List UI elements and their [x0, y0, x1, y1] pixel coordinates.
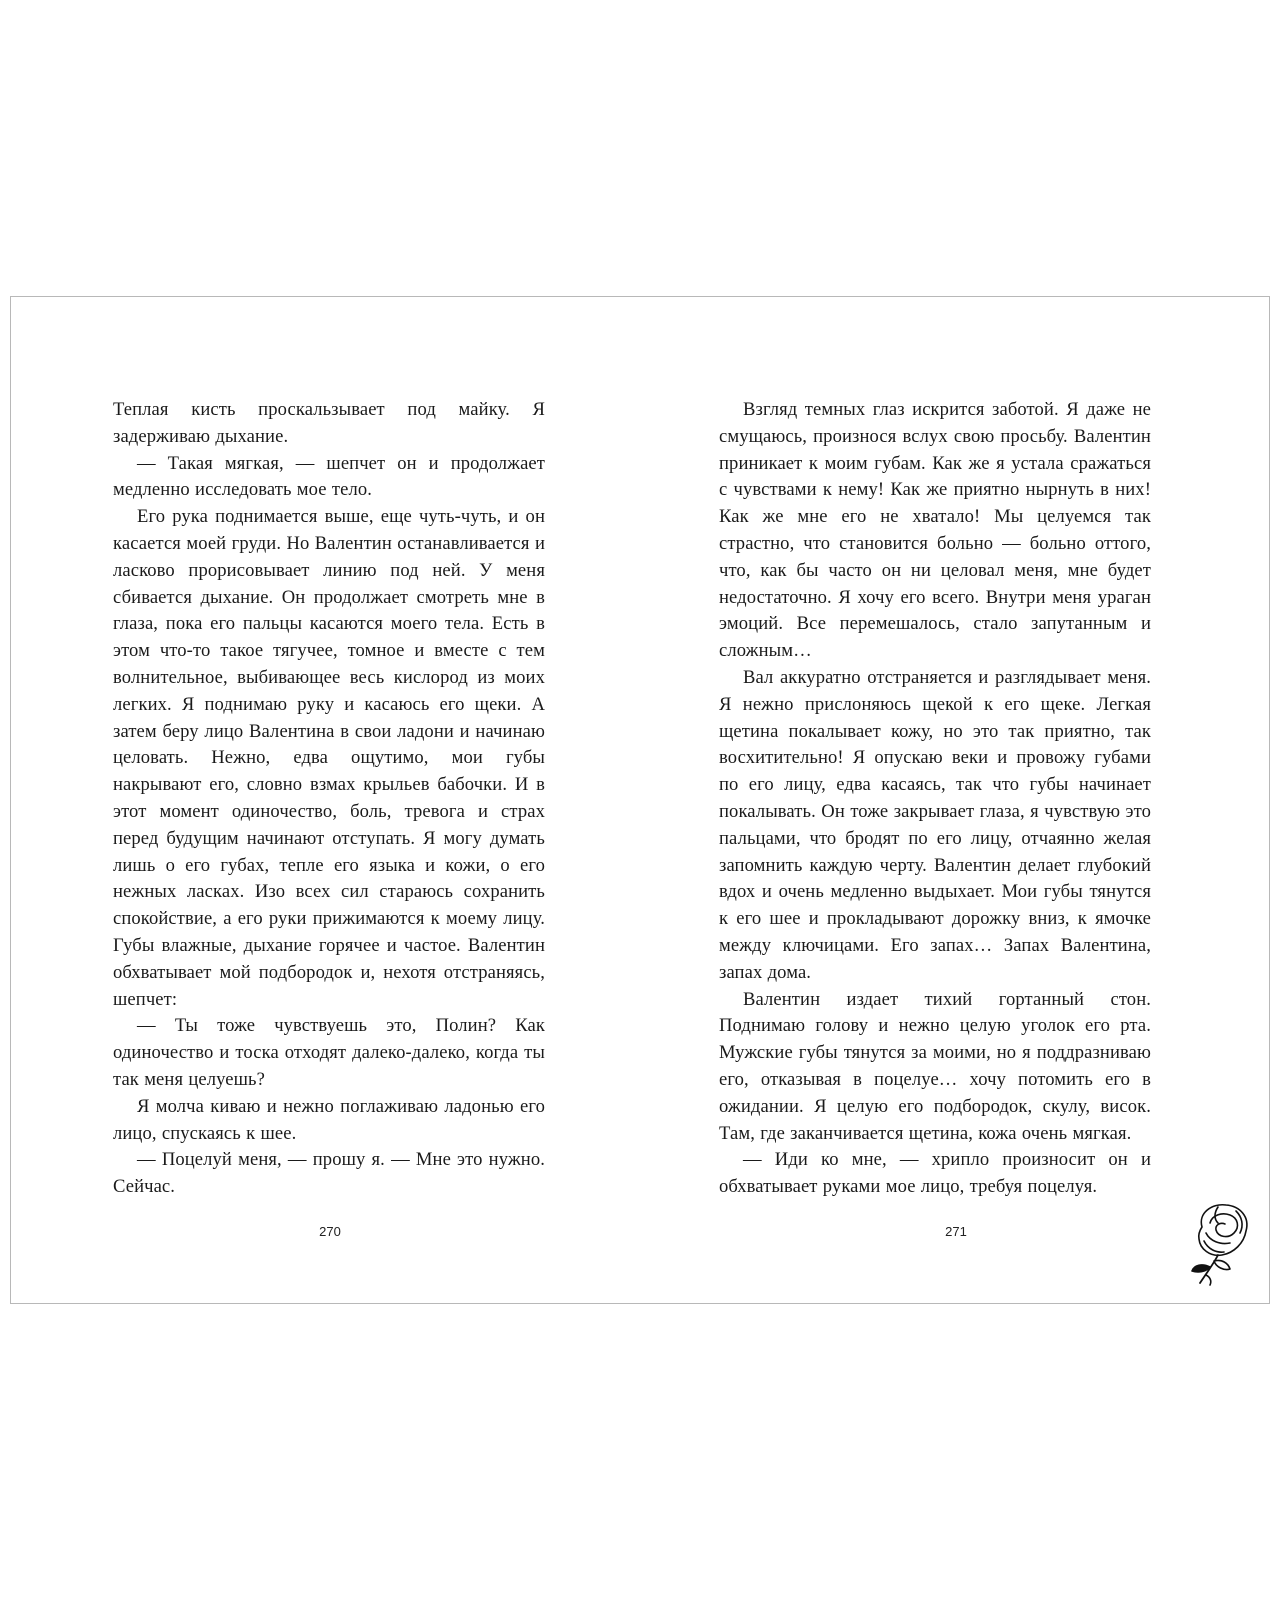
paragraph: Его рука поднимается выше, еще чуть-чуть, и он касается моей груди. Но Валентин останавливается и ласково прорисовывает линию под ней. У меня сбивается дыхание. Он продолжает смотреть мне в глаза, пока его пальцы касаются моего тела. Есть в этом что-то такое тягучее, томное и вместе с тем волнительное, выбивающее весь кислород из моих легких. Я поднимаю руку и касаюсь его щеки. А затем беру лицо Валентина в свои ладони и начинаю целовать. Нежно, едва ощутимо, мои губы накрывают его, словно взмах крыльев бабочки. И в этот момент одиночество, боль, тревога и страх перед будущим начинают отступать. Я могу думать лишь о его губах, тепле его языка и кожи, о его нежных ласках. Изо всех сил стараюсь сохранить спокойствие, а его руки прижимаются к моему лицу. Губы влажные, дыхание горячее и частое. Валентин обхватывает мой подбородок и, нехотя отстраняясь, шепчет:	[113, 506, 545, 1010]
paragraph: — Такая мягкая, — шепчет он и продолжает медленно исследовать мое тело.	[113, 452, 545, 501]
paragraph: Теплая кисть проскальзывает под майку. Я задерживаю дыхание.	[113, 399, 545, 447]
right-page-text	[719, 397, 1151, 1201]
paragraph: Вал аккуратно отстраняется и разглядывает меня. Я нежно прислоняюсь щекой к его щеке. Легкая щетина покалывает кожу, но это так приятно, так восхитительно! Я опускаю веки и провожу губами по его лицу, едва касаясь, так что губы начинает покалывать. Он тоже закрывает глаза, я чувствую это пальцами, что бродят по его лицу, отчаянно желая запомнить каждую черту. Валентин делает глубокий вдох и очень медленно выдыхает. Мои губы тянутся к его шее и прокладывают дорожку вниз, к ямочке между ключицами. Его запах… Запах Валентина, запах дома.	[719, 666, 1151, 983]
paragraph: Я молча киваю и нежно поглаживаю ладонью его лицо, спускаясь к шее.	[113, 1095, 545, 1144]
paragraph: Взгляд темных глаз искрится заботой. Я даже не смущаюсь, произнося вслух свою просьбу. Валентин приникает к моим губам. Как же я устала сражаться с чувствами к нему! Как же приятно нырнуть в них! Как же мне его не хватало! Мы целуемся так страстно, что становится больно — больно оттого, что, как бы часто он ни целовал меня, мне будет недостаточно. Я хочу его всего. Внутри меня ураган эмоций. Все перемешалось, стало запутанным и сложным…	[719, 399, 1151, 662]
rose-icon	[1188, 1197, 1258, 1289]
paragraph: — Ты тоже чувствуешь это, Полин? Как одиночество и тоска отходят далеко-далеко, когда ты так меня целуешь?	[113, 1015, 545, 1090]
left-page-text	[113, 397, 545, 1201]
book-spread	[10, 296, 1270, 1304]
page-number-left: 270	[319, 1224, 341, 1239]
paragraph: — Поцелуй меня, — прошу я. — Мне это нужно. Сейчас.	[113, 1149, 545, 1198]
paragraph: — Иди ко мне, — хрипло произносит он и обхватывает руками мое лицо, требуя поцелуя.	[719, 1149, 1151, 1198]
paragraph: Валентин издает тихий гортанный стон. Поднимаю голову и нежно целую уголок его рта. Мужские губы тянутся за моими, но я поддразниваю его, отказывая в поцелуе… хочу потомить его в ожидании. Я целую его подбородок, скулу, висок. Там, где заканчивается щетина, кожа очень мягкая.	[719, 988, 1151, 1144]
page-number-right: 271	[945, 1224, 967, 1239]
